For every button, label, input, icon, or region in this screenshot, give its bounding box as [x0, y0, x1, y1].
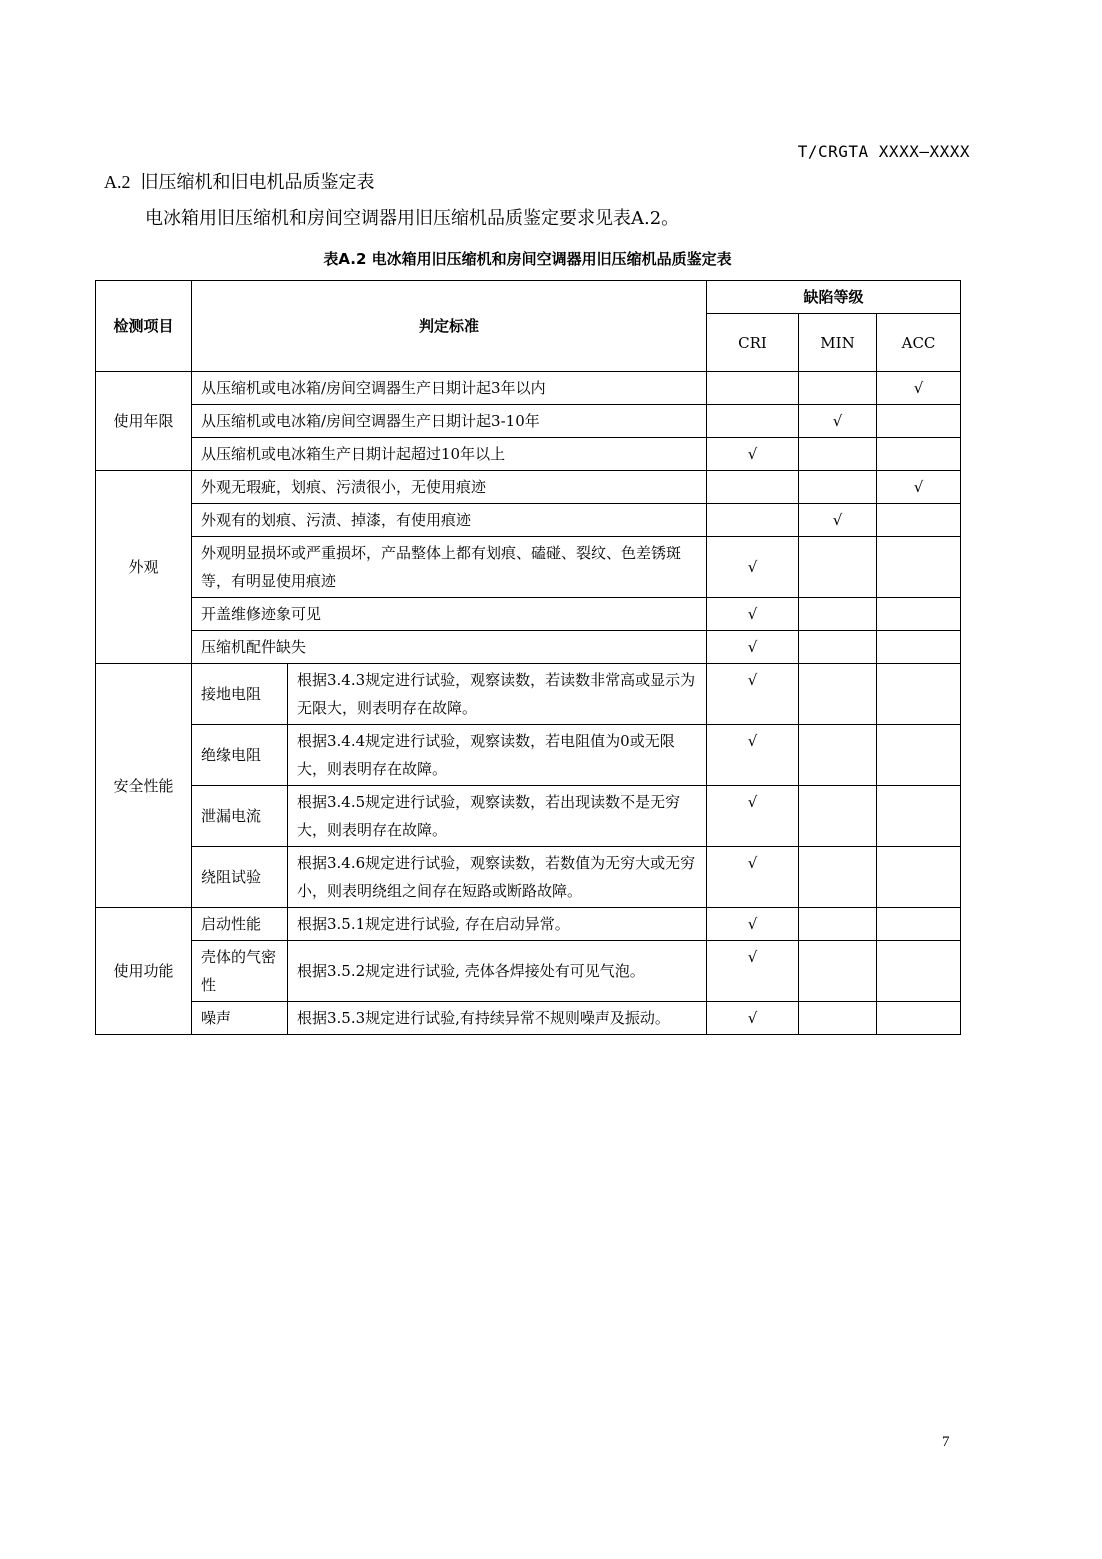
criteria-cell: 开盖维修迹象可见	[192, 598, 707, 631]
min-mark	[799, 471, 877, 504]
cri-mark: √	[707, 438, 799, 471]
min-mark: √	[799, 405, 877, 438]
table-row	[96, 908, 961, 941]
acc-mark	[877, 941, 961, 1002]
criteria-cell: 根据3.4.5规定进行试验，观察读数，若出现读数不是无穷大，则表明存在故障。	[288, 786, 707, 847]
cri-mark	[707, 471, 799, 504]
table-row	[96, 438, 961, 471]
acc-mark	[877, 664, 961, 725]
min-mark	[799, 598, 877, 631]
criteria-cell: 根据3.4.4规定进行试验，观察读数，若电阻值为0或无限大，则表明存在故障。	[288, 725, 707, 786]
group-label-appearance: 外观	[96, 471, 192, 664]
table-row	[96, 847, 961, 908]
sub-item-cell: 接地电阻	[192, 664, 288, 725]
criteria-cell: 从压缩机或电冰箱/房间空调器生产日期计起3-10年	[192, 405, 707, 438]
acc-mark	[877, 598, 961, 631]
min-mark	[799, 908, 877, 941]
min-mark	[799, 537, 877, 598]
cri-mark	[707, 405, 799, 438]
section-title: 旧压缩机和旧电机品质鉴定表	[140, 172, 375, 193]
criteria-cell: 外观无瑕疵，划痕、污渍很小，无使用痕迹	[192, 471, 707, 504]
acc-mark	[877, 725, 961, 786]
cri-mark	[707, 504, 799, 537]
acc-mark	[877, 1002, 961, 1035]
standard-code: T/CRGTA XXXX—XXXX	[797, 142, 970, 161]
group-label-age: 使用年限	[96, 372, 192, 471]
page-number: 7	[942, 1434, 950, 1450]
cri-mark: √	[707, 725, 799, 786]
table-row	[96, 471, 961, 504]
group-label-safety: 安全性能	[96, 664, 192, 908]
min-mark	[799, 1002, 877, 1035]
criteria-cell: 根据3.4.3规定进行试验，观察读数，若读数非常高或显示为无限大，则表明存在故障。	[288, 664, 707, 725]
header-defect-level: 缺陷等级	[707, 281, 961, 314]
header-acc: ACC	[877, 314, 961, 372]
cri-mark: √	[707, 847, 799, 908]
cri-mark: √	[707, 664, 799, 725]
header-min: MIN	[799, 314, 877, 372]
acc-mark	[877, 847, 961, 908]
sub-item-cell: 泄漏电流	[192, 786, 288, 847]
min-mark	[799, 438, 877, 471]
min-mark	[799, 847, 877, 908]
sub-item-cell: 绝缘电阻	[192, 725, 288, 786]
min-mark	[799, 786, 877, 847]
cri-mark: √	[707, 631, 799, 664]
acc-mark: √	[877, 471, 961, 504]
acc-mark	[877, 438, 961, 471]
header-cri: CRI	[707, 314, 799, 372]
criteria-cell: 压缩机配件缺失	[192, 631, 707, 664]
acc-mark	[877, 504, 961, 537]
min-mark	[799, 941, 877, 1002]
criteria-cell: 根据3.5.1规定进行试验, 存在启动异常。	[288, 908, 707, 941]
sub-item-cell: 壳体的气密性	[192, 941, 288, 1002]
cri-mark: √	[707, 598, 799, 631]
criteria-cell: 外观有的划痕、污渍、掉漆，有使用痕迹	[192, 504, 707, 537]
criteria-cell: 从压缩机或电冰箱生产日期计起超过10年以上	[192, 438, 707, 471]
min-mark	[799, 631, 877, 664]
acc-mark	[877, 631, 961, 664]
acc-mark	[877, 908, 961, 941]
cri-mark: √	[707, 941, 799, 1002]
table-row	[96, 725, 961, 786]
sub-item-cell: 绕阻试验	[192, 847, 288, 908]
sub-item-cell: 噪声	[192, 1002, 288, 1035]
table-row	[96, 1002, 961, 1035]
table-row	[96, 664, 961, 725]
acc-mark: √	[877, 372, 961, 405]
cri-mark: √	[707, 908, 799, 941]
table-row	[96, 941, 961, 1002]
criteria-cell: 外观明显损坏或严重损坏，产品整体上都有划痕、磕碰、裂纹、色差锈斑等，有明显使用痕迹	[192, 537, 707, 598]
min-mark	[799, 664, 877, 725]
criteria-cell: 根据3.4.6规定进行试验，观察读数，若数值为无穷大或无穷小，则表明绕组之间存在短路或断路故障。	[288, 847, 707, 908]
min-mark	[799, 372, 877, 405]
sub-item-cell: 启动性能	[192, 908, 288, 941]
criteria-cell: 根据3.5.3规定进行试验,有持续异常不规则噪声及振动。	[288, 1002, 707, 1035]
min-mark	[799, 725, 877, 786]
table-caption: 表A.2 电冰箱用旧压缩机和房间空调器用旧压缩机品质鉴定表	[323, 250, 732, 268]
min-mark: √	[799, 504, 877, 537]
quality-grade-table	[95, 280, 961, 1035]
acc-mark	[877, 405, 961, 438]
cri-mark: √	[707, 786, 799, 847]
section-number: A.2	[104, 172, 131, 192]
cri-mark: √	[707, 537, 799, 598]
cri-mark	[707, 372, 799, 405]
table-row	[96, 598, 961, 631]
cri-mark: √	[707, 1002, 799, 1035]
table-row	[96, 405, 961, 438]
acc-mark	[877, 537, 961, 598]
section-heading	[104, 168, 375, 194]
group-label-function: 使用功能	[96, 908, 192, 1035]
criteria-cell: 从压缩机或电冰箱/房间空调器生产日期计起3年以内	[192, 372, 707, 405]
table-row	[96, 537, 961, 598]
table-row	[96, 504, 961, 537]
header-item: 检测项目	[96, 281, 192, 372]
table-row	[96, 786, 961, 847]
header-criteria: 判定标准	[192, 281, 707, 372]
acc-mark	[877, 786, 961, 847]
table-row	[96, 372, 961, 405]
criteria-cell: 根据3.5.2规定进行试验, 壳体各焊接处有可见气泡。	[288, 941, 707, 1002]
table-row	[96, 631, 961, 664]
intro-paragraph: 电冰箱用旧压缩机和房间空调器用旧压缩机品质鉴定要求见表A.2。	[145, 208, 680, 229]
